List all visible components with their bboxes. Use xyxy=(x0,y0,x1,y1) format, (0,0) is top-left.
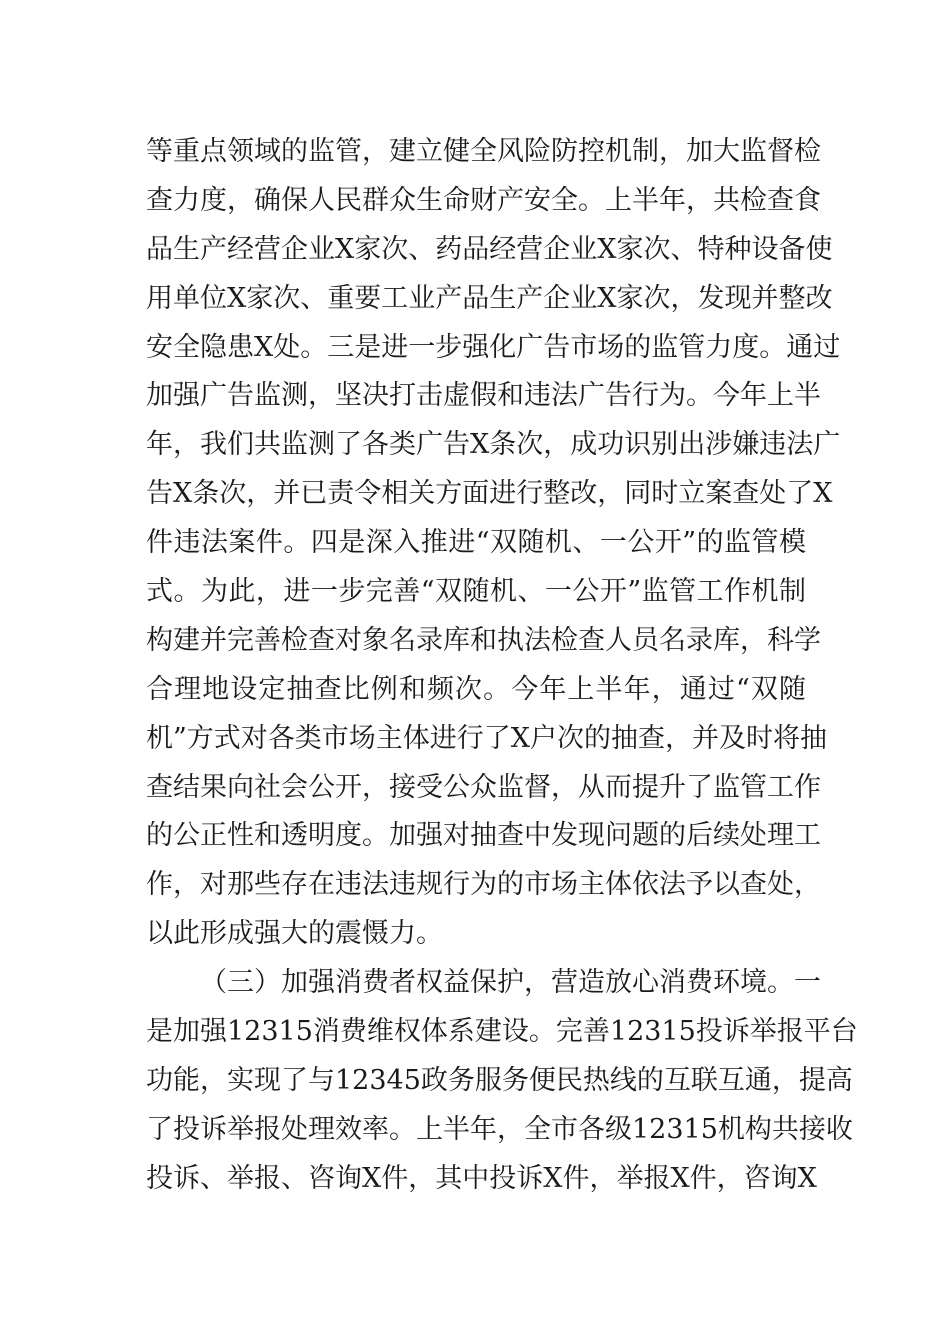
text-line: 功能，实现了与12345政务服务便民热线的互联互通，提高 xyxy=(146,1064,853,1096)
text-line: 了投诉举报处理效率。上半年，全市各级12315机构共接收 xyxy=(146,1113,853,1145)
text-line: 查结果向社会公开，接受公众监督，从而提升了监管工作 xyxy=(146,771,821,803)
text-line: 告X条次，并已责令相关方面进行整改，同时立案查处了X xyxy=(146,478,833,510)
text-line: 年，我们共监测了各类广告X条次，成功识别出涉嫌违法广 xyxy=(146,429,841,461)
section-heading-line: （三）加强消费者权益保护，营造放心消费环境。一 xyxy=(200,967,821,999)
text-line: 是加强12315消费维权体系建设。完善12315投诉举报平台 xyxy=(146,1016,858,1048)
text-line: 投诉、举报、咨询X件，其中投诉X件，举报X件，咨询X xyxy=(146,1162,817,1194)
text-line: 查力度，确保人民群众生命财产安全。上半年，共检查食 xyxy=(146,184,821,216)
text-line: 机”方式对各类市场主体进行了X户次的抽查，并及时将抽 xyxy=(146,722,828,754)
text-line: 用单位X家次、重要工业产品生产企业X家次，发现并整改 xyxy=(146,282,833,314)
text-line: 构建并完善检查对象名录库和执法检查人员名录库，科学 xyxy=(146,624,821,656)
text-line: 安全隐患X处。三是进一步强化广告市场的监管力度。通过 xyxy=(146,331,841,363)
text-line: 件违法案件。四是深入推进“双随机、一公开”的监管模 xyxy=(146,527,806,559)
body-text xyxy=(146,128,858,1204)
text-line: 的公正性和透明度。加强对抽查中发现问题的后续处理工 xyxy=(146,820,821,852)
text-line: 品生产经营企业X家次、药品经营企业X家次、特种设备使 xyxy=(146,233,833,265)
text-line: 合理地设定抽查比例和频次。今年上半年，通过“双随 xyxy=(146,673,806,705)
text-line: 以此形成强大的震慑力。 xyxy=(146,918,443,950)
text-line: 等重点领域的监管，建立健全风险防控机制，加大监督检 xyxy=(146,136,821,167)
text-line: 作，对那些存在违法违规行为的市场主体依法予以查处， xyxy=(146,869,821,901)
text-line: 式。为此，进一步完善“双随机、一公开”监管工作机制 xyxy=(146,576,806,608)
text-line: 加强广告监测，坚决打击虚假和违法广告行为。今年上半 xyxy=(146,380,821,412)
